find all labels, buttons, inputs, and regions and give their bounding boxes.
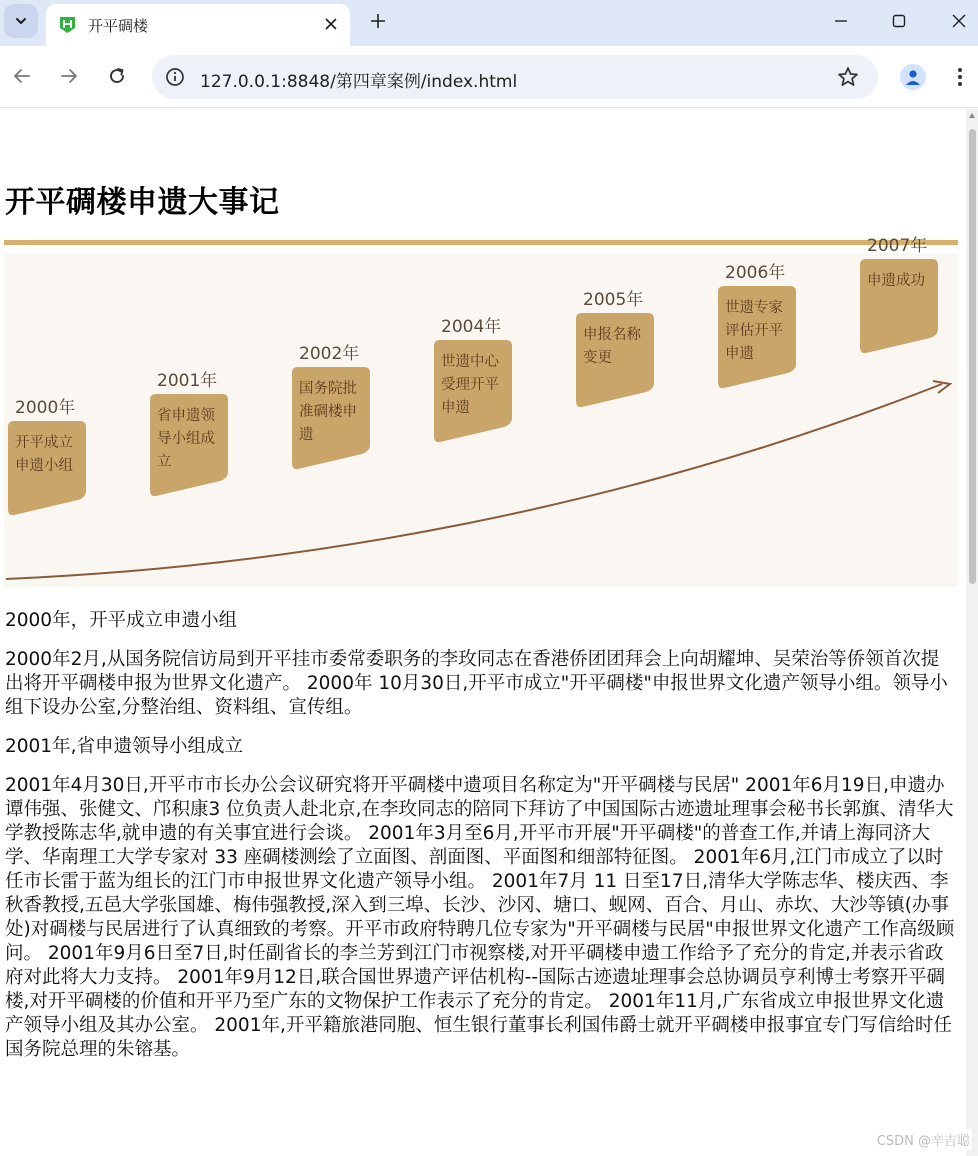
milestone-text-line: 申报名称 [583,327,641,343]
milestone-year: 2006年 [725,263,786,283]
scroll-up-arrow-icon[interactable] [969,113,975,118]
milestone-year: 2005年 [583,290,644,310]
section-body-2001: 2001年4月30日,开平市市长办公会议研究将开平碉楼中遗项目名称定为"开平碉楼与民居" 2001年6月19日,申遗办谭伟强、张健文、邝积康3 位负责人赴北京,在李玫同志的陪同下拜访了中国国际古迹遗址理事会秘书长郭旗、清华大学教授陈志华,就申遗的有关事宜进行会谈。 2001年3月至6月,开平市开展"开平碉楼"的普查工作,并请上海同济大学、华南理工大学专家对 33 座碉楼测绘了立面图、剖面图、平面图和细部特征图。 2001年6月,江门市成立了以时任市长雷于蓝为组长的江门市申报世界文化遗产领导小组。 2001年7月 11 日至17日,清华大学陈志华、楼庆西、李秋香教授,五邑大学张国雄、梅伟强教授,深入到三埠、长沙、沙冈、塘口、蚬网、百合、月山、赤坎、大沙等镇(办事处)对碉楼与民居进行了认真细致的考察。开平市政府特聘几位专家为"开平碉楼与民居"申报世界文化遗产工作高级顾问。 2001年9月6日至7日,时任副省长的李兰芳到江门市视察楼,对开平碉楼申遗工作给予了充分的肯定,并表示省政府对此将大力支持。 2001年9月12日,联合国世界遗产评估机构--国际古迹遗址理事会总协调员亨利博士考察开平碉楼,对开平碉楼的价值和开平乃至广东的文物保护工作表示了充分的肯定。 2001年11月,广东省成立申报世界文化遗产领导小组及其办公室。 2001年,开平籍旅港同胞、恒生银行董事长利国伟爵士就开平碉楼申报事宜专门写信给时任国务院总理的朱镕基。 [5,775,955,1060]
bookmark-star-icon[interactable] [836,65,860,89]
csdn-watermark: CSDN @辛吉聪 [875,1129,972,1150]
timeline-milestone [434,316,512,442]
url-text[interactable]: 127.0.0.1:8848/第四章案例/index.html [200,72,518,92]
arrow-right-icon [60,67,78,85]
minimize-icon [834,14,848,28]
section-heading-2001: 2001年,省申遗领导小组成立 [5,736,243,757]
tab-close-button[interactable] [320,13,342,35]
timeline-milestone [718,262,796,388]
milestone-text-line: 导小组成 [157,431,215,447]
milestone-text-line: 立 [157,454,172,470]
browser-menu-button[interactable] [950,64,970,90]
more-vertical-icon [957,67,963,87]
person-icon [904,68,922,86]
milestone-year: 2007年 [867,236,928,256]
article-body [5,609,957,1077]
milestone-year: 2002年 [299,344,360,364]
new-tab-button[interactable] [364,7,392,35]
milestone-text-line: 世遗专家 [725,300,783,316]
arrow-left-icon [13,67,31,85]
milestone-text-line: 世遗中心 [441,354,499,370]
window-close-button[interactable] [944,6,974,36]
milestone-text-line: 开平成立 [15,435,73,451]
milestone-text-line: 申遗 [441,400,470,416]
browser-tab-bar [0,0,978,46]
reload-button[interactable] [103,62,131,90]
timeline-graphic [4,236,958,587]
tab-title: 开平碉楼 [88,17,149,35]
chevron-down-icon [14,14,28,28]
maximize-icon [892,14,906,28]
section-heading-2000: 2000年，开平成立申遗小组 [5,610,238,631]
timeline-milestone [860,235,938,353]
timeline-milestone [8,397,86,515]
window-maximize-button[interactable] [884,6,914,36]
plus-icon [371,14,385,28]
address-bar[interactable] [152,55,878,99]
milestone-year: 2001年 [157,371,218,391]
milestone-text-line: 国务院批 [299,381,357,397]
section-body-2000: 2000年2月,从国务院信访局到开平挂市委常委职务的李玫同志在香港侨团团拜会上向胡耀坤、吴荣治等侨领首次提出将开平碉楼申报为世界文化遗产。 2000年 10月30日,开平市成立"开平碉楼"申报世界文化遗产领导小组。领导小组下设办公室,分整治组、资料组、宣传组。 [5,649,948,718]
milestone-text-line: 遗 [299,427,314,443]
milestone-year: 2004年 [441,317,502,337]
profile-avatar-button[interactable] [900,64,926,90]
title-divider [4,240,958,245]
milestone-text-line: 准碉楼申 [299,404,357,420]
reload-icon [108,67,126,85]
vertical-scrollbar[interactable] [966,109,978,1156]
site-info-icon[interactable] [164,66,186,88]
milestone-text-line: 省申遗领 [157,408,215,424]
back-button[interactable] [8,62,36,90]
page-title: 开平碉楼申遗大事记 [5,185,280,220]
milestone-year: 2000年 [15,398,76,418]
timeline-image [4,236,958,587]
timeline-milestone [150,370,228,496]
close-icon [952,14,966,28]
milestone-text-line: 受理开平 [441,377,499,393]
scrollbar-thumb[interactable] [969,129,976,584]
timeline-milestone [292,343,370,469]
page-viewport [0,109,966,1156]
window-minimize-button[interactable] [826,6,856,36]
tab-search-button[interactable] [4,4,38,38]
browser-toolbar [0,46,978,108]
milestone-text-line: 申遗小组 [15,458,73,474]
forward-button[interactable] [55,62,83,90]
close-icon [325,18,337,30]
milestone-text-line: 申遗成功 [867,273,925,289]
timeline-milestone [576,289,654,407]
browser-tab-active[interactable] [46,4,350,46]
milestone-text-line: 评估开平 [725,323,783,339]
milestone-text-line: 申遗 [725,346,754,362]
hbuilder-favicon-icon [59,15,76,34]
milestone-text-line: 变更 [583,350,612,366]
